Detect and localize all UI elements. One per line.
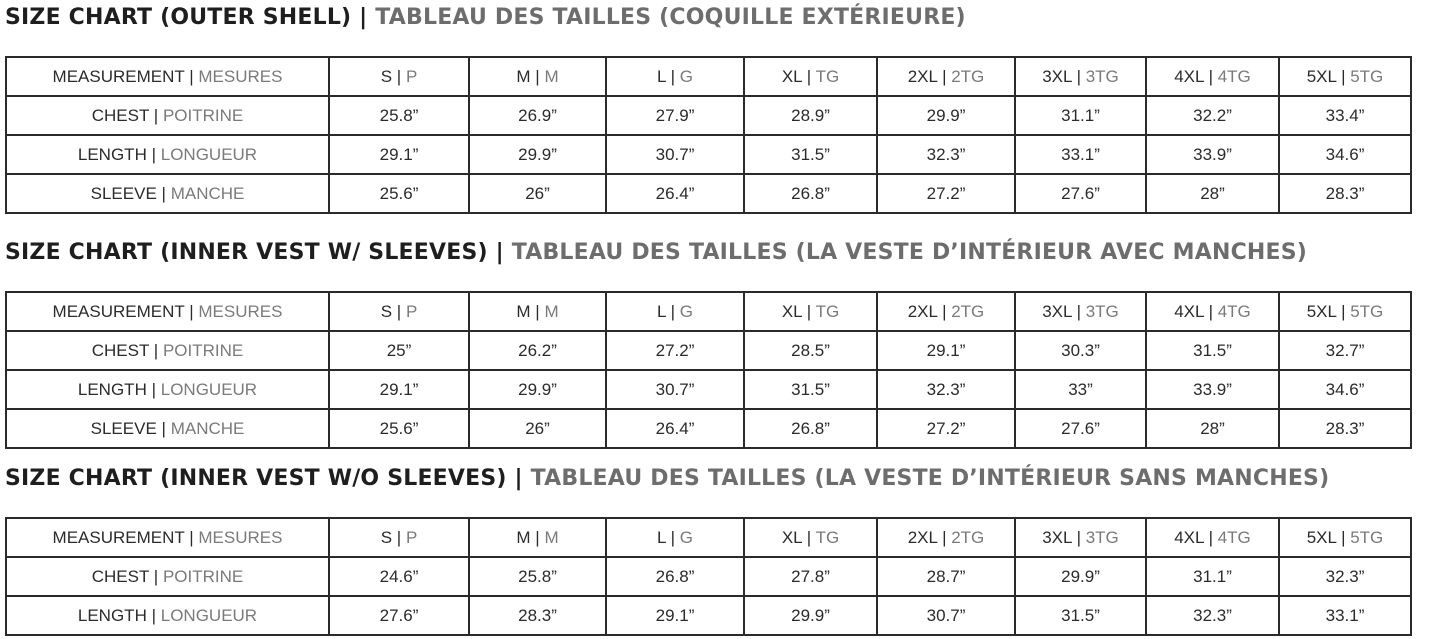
label-separator: | [670, 66, 675, 86]
table-row-length [6, 135, 1411, 174]
value-cell: 32.3” [877, 135, 1015, 174]
value-cell: 31.1” [1146, 557, 1279, 596]
value-cell: 26.2” [469, 331, 606, 370]
value-cell: 32.3” [1279, 557, 1411, 596]
row-label-fr: POITRINE [162, 566, 244, 586]
size-en: 3XL [1042, 66, 1072, 86]
value-cell: 27.9” [606, 96, 744, 135]
value-cell: 31.5” [1015, 596, 1146, 635]
header-measurement-cell [6, 292, 329, 331]
header-size-4xl [1146, 292, 1279, 331]
value-cell: 30.7” [606, 135, 744, 174]
value-cell: 32.7” [1279, 331, 1411, 370]
header-measurement-cell [6, 57, 329, 96]
label-separator: | [1076, 66, 1081, 86]
row-label-chest [6, 96, 329, 135]
row-label-fr: POITRINE [162, 340, 244, 360]
section-heading-outer-shell [5, 4, 966, 32]
size-en: XL [781, 527, 802, 547]
size-fr: 4TG [1217, 66, 1251, 86]
measurement-label-fr: MESURES [198, 527, 283, 547]
label-separator: | [1341, 527, 1346, 547]
value-cell: 24.6” [329, 557, 469, 596]
size-fr: M [544, 301, 559, 321]
header-size-2xl [877, 292, 1015, 331]
value-cell: 34.6” [1279, 135, 1411, 174]
row-label-fr: LONGUEUR [160, 379, 258, 399]
label-separator: | [942, 301, 947, 321]
value-cell: 26.9” [469, 96, 606, 135]
size-fr: 3TG [1085, 527, 1119, 547]
size-fr: 5TG [1350, 527, 1384, 547]
header-size-m [469, 292, 606, 331]
row-label-fr: POITRINE [162, 105, 244, 125]
value-cell: 28.7” [877, 557, 1015, 596]
label-separator: | [161, 418, 166, 438]
label-separator: | [153, 340, 159, 360]
value-cell: 26.8” [744, 409, 877, 448]
value-cell: 25.6” [329, 409, 469, 448]
table-header-row [6, 292, 1411, 331]
value-cell: 26” [469, 174, 606, 213]
value-cell: 28” [1146, 174, 1279, 213]
value-cell: 33.9” [1146, 370, 1279, 409]
value-cell: 26” [469, 409, 606, 448]
value-cell: 33.4” [1279, 96, 1411, 135]
header-size-2xl [877, 57, 1015, 96]
row-label-sleeve [6, 409, 329, 448]
label-separator: | [806, 301, 812, 321]
header-size-2xl [877, 518, 1015, 557]
value-cell: 27.6” [1015, 174, 1146, 213]
size-en: 4XL [1174, 527, 1204, 547]
row-label-en: LENGTH [77, 144, 147, 164]
heading-french: TABLEAU DES TAILLES (LA VESTE D’INTÉRIEUR AVEC MANCHES) [511, 240, 1308, 265]
heading-separator: | [514, 466, 523, 491]
size-fr: P [405, 66, 418, 86]
size-en: S [380, 66, 393, 86]
row-label-en: CHEST [91, 566, 150, 586]
size-fr: 4TG [1217, 527, 1251, 547]
size-fr: 2TG [951, 301, 985, 321]
value-cell: 27.8” [744, 557, 877, 596]
size-en: L [657, 66, 666, 86]
label-separator: | [146, 605, 161, 625]
heading-english: SIZE CHART (OUTER SHELL) [5, 5, 352, 30]
row-label-en: LENGTH [77, 379, 147, 399]
row-label-en: CHEST [91, 340, 150, 360]
value-cell: 28.9” [744, 96, 877, 135]
value-cell: 32.2” [1146, 96, 1279, 135]
header-size-3xl [1015, 292, 1146, 331]
section-heading-inner-vest-sleeves [5, 239, 1307, 267]
size-en: 3XL [1042, 301, 1072, 321]
value-cell: 26.4” [606, 409, 744, 448]
header-size-s [329, 57, 469, 96]
row-label-en: CHEST [91, 105, 150, 125]
label-separator: | [146, 144, 161, 164]
size-en: XL [781, 301, 802, 321]
value-cell: 33.1” [1279, 596, 1411, 635]
label-separator: | [535, 66, 540, 86]
size-en: S [380, 527, 393, 547]
value-cell: 26.8” [744, 174, 877, 213]
label-separator: | [153, 566, 159, 586]
size-table-inner-vest-no-sleeves [5, 517, 1412, 636]
table-row-length [6, 596, 1411, 635]
heading-french: TABLEAU DES TAILLES (COQUILLE EXTÉRIEURE) [375, 5, 966, 30]
table-row-chest [6, 557, 1411, 596]
size-en: 2XL [907, 301, 938, 321]
row-label-length [6, 135, 329, 174]
value-cell: 27.2” [877, 174, 1015, 213]
table-header-row [6, 57, 1411, 96]
size-fr: P [405, 527, 418, 547]
size-table-inner-vest-sleeves [5, 291, 1412, 449]
size-fr: TG [815, 66, 840, 86]
label-separator: | [1208, 301, 1213, 321]
value-cell: 28.3” [469, 596, 606, 635]
heading-french: TABLEAU DES TAILLES (LA VESTE D’INTÉRIEUR SANS MANCHES) [530, 466, 1330, 491]
value-cell: 29.1” [606, 596, 744, 635]
table-row-length [6, 370, 1411, 409]
value-cell: 32.3” [1146, 596, 1279, 635]
size-fr: 3TG [1085, 301, 1119, 321]
value-cell: 33” [1015, 370, 1146, 409]
size-fr: 5TG [1350, 301, 1384, 321]
table-row-sleeve [6, 174, 1411, 213]
size-fr: 5TG [1350, 66, 1384, 86]
header-size-s [329, 292, 469, 331]
value-cell: 29.9” [469, 135, 606, 174]
row-label-fr: MANCHE [170, 418, 245, 438]
size-en: 5XL [1306, 301, 1337, 321]
value-cell: 26.4” [606, 174, 744, 213]
label-separator: | [396, 66, 402, 86]
value-cell: 31.5” [744, 135, 877, 174]
label-separator: | [1341, 66, 1346, 86]
header-size-5xl [1279, 518, 1411, 557]
table-row-chest [6, 96, 1411, 135]
value-cell: 27.6” [329, 596, 469, 635]
measurement-label-en: MEASUREMENT [52, 301, 185, 321]
value-cell: 34.6” [1279, 370, 1411, 409]
value-cell: 25.8” [329, 96, 469, 135]
label-separator: | [670, 527, 675, 547]
heading-english: SIZE CHART (INNER VEST W/ SLEEVES) [5, 240, 488, 265]
label-separator: | [189, 66, 194, 86]
value-cell: 33.1” [1015, 135, 1146, 174]
header-measurement-cell [6, 518, 329, 557]
size-fr: 4TG [1217, 301, 1251, 321]
table-header-row [6, 518, 1411, 557]
value-cell: 25” [329, 331, 469, 370]
row-label-chest [6, 331, 329, 370]
header-size-xl [744, 57, 877, 96]
table-row-sleeve [6, 409, 1411, 448]
header-size-5xl [1279, 57, 1411, 96]
row-label-en: SLEEVE [90, 418, 157, 438]
row-label-en: LENGTH [77, 605, 147, 625]
value-cell: 27.6” [1015, 409, 1146, 448]
value-cell: 27.2” [606, 331, 744, 370]
row-label-fr: LONGUEUR [160, 144, 258, 164]
label-separator: | [153, 105, 159, 125]
label-separator: | [1208, 527, 1213, 547]
value-cell: 29.9” [877, 96, 1015, 135]
section-heading-inner-vest-no-sleeves [5, 465, 1329, 493]
size-fr: 2TG [951, 527, 985, 547]
header-size-xl [744, 518, 877, 557]
label-separator: | [670, 301, 675, 321]
size-table-outer-shell [5, 56, 1412, 214]
size-fr: M [544, 527, 559, 547]
size-en: M [516, 301, 531, 321]
size-en: 3XL [1042, 527, 1072, 547]
row-label-en: SLEEVE [90, 183, 157, 203]
measurement-label-fr: MESURES [198, 301, 283, 321]
size-en: L [657, 301, 666, 321]
value-cell: 25.6” [329, 174, 469, 213]
size-fr: G [679, 66, 693, 86]
value-cell: 25.8” [469, 557, 606, 596]
label-separator: | [535, 301, 540, 321]
measurement-label-en: MEASUREMENT [52, 527, 185, 547]
header-size-4xl [1146, 518, 1279, 557]
size-en: S [380, 301, 393, 321]
size-fr: 3TG [1085, 66, 1119, 86]
size-fr: 2TG [951, 66, 985, 86]
size-en: 2XL [907, 527, 938, 547]
label-separator: | [189, 301, 194, 321]
value-cell: 30.7” [877, 596, 1015, 635]
value-cell: 26.8” [606, 557, 744, 596]
value-cell: 29.9” [1015, 557, 1146, 596]
value-cell: 28.3” [1279, 409, 1411, 448]
row-label-length [6, 370, 329, 409]
header-size-4xl [1146, 57, 1279, 96]
row-label-sleeve [6, 174, 329, 213]
value-cell: 29.9” [469, 370, 606, 409]
label-separator: | [189, 527, 194, 547]
label-separator: | [161, 183, 166, 203]
label-separator: | [1076, 527, 1081, 547]
value-cell: 32.3” [877, 370, 1015, 409]
value-cell: 29.1” [329, 370, 469, 409]
heading-separator: | [495, 240, 504, 265]
size-fr: TG [815, 527, 840, 547]
row-label-fr: MANCHE [170, 183, 245, 203]
measurement-label-en: MEASUREMENT [52, 66, 185, 86]
size-en: L [657, 527, 666, 547]
value-cell: 27.2” [877, 409, 1015, 448]
header-size-3xl [1015, 518, 1146, 557]
heading-english: SIZE CHART (INNER VEST W/O SLEEVES) [5, 466, 507, 491]
value-cell: 33.9” [1146, 135, 1279, 174]
label-separator: | [942, 66, 947, 86]
label-separator: | [146, 379, 161, 399]
size-en: 5XL [1306, 527, 1337, 547]
value-cell: 29.1” [877, 331, 1015, 370]
label-separator: | [942, 527, 947, 547]
value-cell: 31.5” [744, 370, 877, 409]
size-en: 4XL [1174, 66, 1204, 86]
value-cell: 28.3” [1279, 174, 1411, 213]
header-size-l [606, 518, 744, 557]
size-fr: G [679, 527, 693, 547]
header-size-xl [744, 292, 877, 331]
value-cell: 29.9” [744, 596, 877, 635]
header-size-l [606, 292, 744, 331]
size-en: 2XL [907, 66, 938, 86]
size-fr: TG [815, 301, 840, 321]
label-separator: | [1076, 301, 1081, 321]
header-size-m [469, 518, 606, 557]
label-separator: | [396, 527, 402, 547]
label-separator: | [396, 301, 402, 321]
header-size-l [606, 57, 744, 96]
header-size-5xl [1279, 292, 1411, 331]
table-row-chest [6, 331, 1411, 370]
size-en: M [516, 527, 531, 547]
size-fr: G [679, 301, 693, 321]
label-separator: | [806, 527, 812, 547]
size-en: XL [781, 66, 802, 86]
value-cell: 30.3” [1015, 331, 1146, 370]
row-label-length [6, 596, 329, 635]
size-en: M [516, 66, 531, 86]
value-cell: 30.7” [606, 370, 744, 409]
label-separator: | [535, 527, 540, 547]
value-cell: 28” [1146, 409, 1279, 448]
row-label-chest [6, 557, 329, 596]
value-cell: 28.5” [744, 331, 877, 370]
header-size-3xl [1015, 57, 1146, 96]
header-size-m [469, 57, 606, 96]
size-en: 5XL [1306, 66, 1337, 86]
label-separator: | [806, 66, 812, 86]
size-en: 4XL [1174, 301, 1204, 321]
heading-separator: | [359, 5, 368, 30]
row-label-fr: LONGUEUR [160, 605, 258, 625]
header-size-s [329, 518, 469, 557]
size-fr: P [405, 301, 418, 321]
value-cell: 31.5” [1146, 331, 1279, 370]
value-cell: 29.1” [329, 135, 469, 174]
value-cell: 31.1” [1015, 96, 1146, 135]
size-fr: M [544, 66, 559, 86]
label-separator: | [1341, 301, 1346, 321]
measurement-label-fr: MESURES [198, 66, 283, 86]
label-separator: | [1208, 66, 1213, 86]
